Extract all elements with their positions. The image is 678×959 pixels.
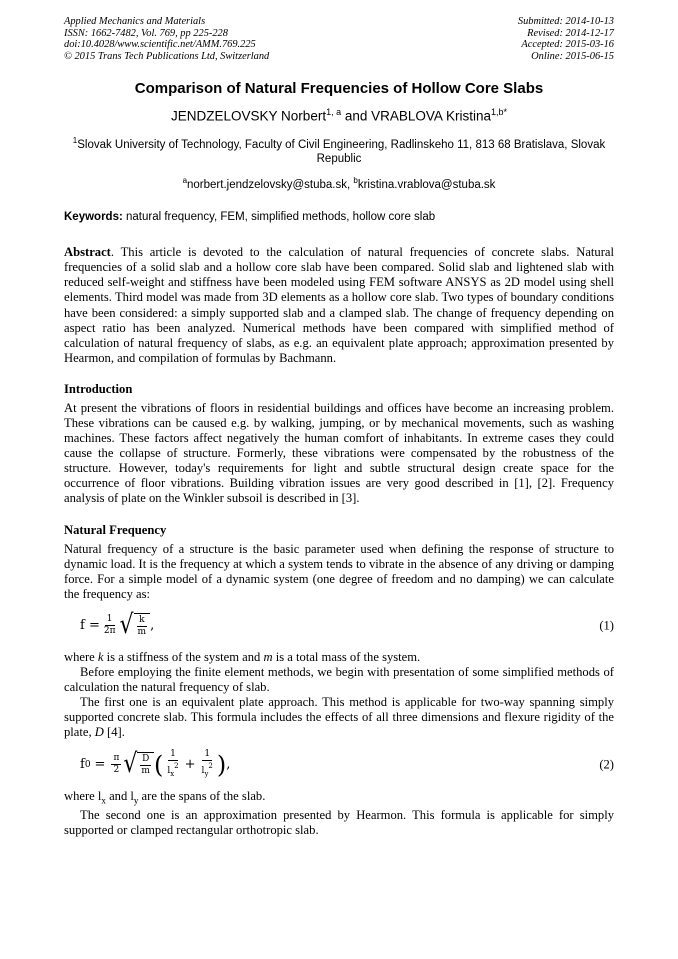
equation-1: [64, 606, 614, 646]
equation-1-number: (1): [599, 618, 614, 633]
abstract-label: Abstract: [64, 245, 111, 260]
section-heading-introduction: Introduction: [64, 381, 133, 396]
eq1-fraction: [102, 614, 118, 637]
eq2-radicand-numerator: D: [142, 754, 150, 764]
p5-pre: where l: [64, 788, 102, 803]
affiliation: [64, 133, 614, 168]
author-2-affil: 1,b*: [490, 107, 507, 117]
introduction-text: At present the vibrations of floors in residential buildings and offices have become an increasing problem. These vibrations can be caused e.g. by walking, jumping, or by mechanical movements, such as washing machines. These factors affect negatively the human comfort of inhabitants. In extreme cases they could cause the collapse of structure. Formerly, these vibrations were compensated by the robustness of the structure. However, today's requirements for light and subtle structural design create space for the occurrence of floor vibrations. Building vibration issues are very good described in [1], [2]. Frequency analysis of plate on the Winkler subsoil is described in [3].: [64, 400, 614, 506]
p5-sub-x: x: [101, 795, 106, 806]
abstract: [64, 245, 614, 366]
journal-name: Applied Mechanics and Materials: [64, 16, 206, 27]
author-list: [64, 104, 614, 125]
natural-frequency-paragraph-3: Before employing the finite element methods, we begin with presentation of some simplified methods of calculation the natural frequency of slab.: [64, 665, 614, 695]
eq1-radicand-numerator: k: [139, 615, 145, 626]
email-b[interactable]: kristina.vrablova@stuba.sk: [357, 179, 496, 192]
eq2-fraction: [111, 753, 121, 776]
date-submitted: Submitted: 2014-10-13: [517, 16, 614, 27]
eq1-fraction-denominator: 2π: [103, 626, 116, 637]
eq2-term-y-numerator: 1: [204, 749, 211, 759]
natural-frequency-paragraph-4: [64, 695, 614, 740]
radical-sign-icon: √: [123, 748, 138, 779]
eq2-term-x-subscript: x: [170, 770, 175, 778]
natural-frequency-paragraph-6: The second one is an approximation presented by Hearmon. This formula is applicable for simply supported or clamped rectangular orthotropic slab.: [64, 808, 614, 838]
natural-frequency-paragraph-2: [64, 650, 614, 665]
left-parenthesis-icon: (: [153, 750, 164, 779]
keywords: [64, 210, 614, 225]
eq2-square-root: [123, 748, 154, 779]
natural-frequency-paragraph-1: Natural frequency of a structure is the basic parameter used when defining the response of structure to dynamic load. It is the frequency at which a system tends to vibrate in the absence of any driving or damping force. For a simple model of a dynamic system (one degree of freedom and no damping) we can calculate the frequency as:: [64, 541, 614, 601]
eq2-term-x-denominator: [165, 761, 180, 780]
journal-copyright: © 2015 Trans Tech Publications Ltd, Switzerland: [64, 50, 270, 62]
keywords-text: natural frequency, FEM, simplified methods, hollow core slab: [126, 211, 436, 224]
eq1-tail: ,: [150, 618, 155, 634]
p2-var-m: m: [263, 649, 273, 664]
natural-frequency-paragraph-5: [64, 789, 614, 809]
author-conjunction: and: [344, 108, 368, 124]
p5-and: and l: [105, 788, 134, 803]
author-1: JENDZELOVSKY Norbert: [171, 108, 327, 124]
p2-var-k: k: [97, 649, 104, 664]
eq1-radicand-fraction: [136, 615, 149, 638]
eq2-term-y-l: l: [201, 766, 205, 776]
email-a-marker: a: [182, 176, 188, 186]
keywords-label: Keywords:: [64, 211, 123, 224]
eq2-term-y-denominator: [200, 761, 215, 780]
eq2-term-y-exponent: 2: [208, 762, 213, 770]
p4-pre: The first one is an equivalent plate approach. This method is applicable for two-way spanning simply supported concrete slab. This formula includes the effects of all three dimensions and flexure rigidity of the plate,: [64, 695, 614, 740]
p2-post: is a total mass of the system.: [272, 649, 421, 664]
eq2-term-x-l: l: [167, 766, 171, 776]
eq2-term-x-numerator: 1: [170, 749, 176, 759]
eq1-square-root: [119, 610, 151, 641]
date-accepted: Accepted: 2015-03-16: [521, 39, 614, 50]
eq2-fraction-denominator: 2: [113, 765, 120, 775]
equation-2-number: (2): [599, 757, 614, 771]
author-1-affil: 1, a: [326, 107, 342, 117]
eq2-fraction-numerator: π: [113, 753, 120, 763]
equation-2: [64, 745, 614, 785]
submission-dates: [518, 16, 614, 62]
eq2-lhs: f: [80, 757, 85, 772]
abstract-text: . This article is devoted to the calculation of natural frequencies of concrete slabs. Natural frequencies of a solid slab and a hollow core slab have been compared. Solid slab and lightened slab with reduced self-weight and stiffness have been modeled using FEM software ANSYS as 2D model using shell elements. Third model was made from 3D elements as a hollow core slab. Two types of boundary conditions have been considered: a simply supported slab and a clamped slab. The change of frequency depending on aspect ratio has been analyzed. Numerical methods have been compared with simplified method of calculation of natural frequency of slabs, as e.g. an equivalent plate approach; approximation presented by Hearmon, and compilation of formulas by Bachmann.: [64, 245, 614, 365]
eq2-term-x-exponent: 2: [174, 762, 179, 770]
eq2-term-y: [200, 749, 215, 780]
eq2-radicand-denominator: m: [141, 766, 150, 776]
journal-info: [64, 16, 269, 62]
paper-title: Comparison of Natural Frequencies of Hollow Core Slabs: [134, 80, 544, 97]
date-online: Online: 2015-06-15: [531, 50, 614, 62]
eq2-plus: +: [184, 757, 196, 772]
eq2-term-x: [165, 749, 180, 780]
email-b-marker: b: [353, 176, 358, 186]
right-parenthesis-icon: ): [216, 750, 227, 779]
p2-pre: where: [64, 649, 98, 664]
author-2: VRABLOVA Kristina: [371, 108, 491, 124]
date-revised: Revised: 2014-12-17: [527, 27, 614, 39]
eq1-radicand: [134, 613, 151, 638]
eq2-tail: ,: [226, 757, 231, 772]
equation-1-body: [64, 610, 155, 641]
eq2-lhs-subscript: 0: [84, 759, 91, 770]
eq2-equals: =: [94, 757, 106, 772]
equation-2-body: [64, 749, 230, 780]
eq2-term-y-subscript: y: [204, 770, 209, 778]
eq1-lhs: f =: [80, 618, 100, 634]
p2-mid: is a stiffness of the system and: [103, 649, 264, 664]
journal-doi: doi:10.4028/www.scientific.net/AMM.769.225: [64, 39, 256, 50]
journal-header: [64, 16, 614, 62]
p5-sub-y: y: [133, 795, 139, 806]
eq2-radicand: [137, 752, 154, 777]
author-emails: [64, 173, 614, 193]
radical-sign-icon: √: [119, 610, 134, 641]
email-a[interactable]: norbert.jendzelovsky@stuba.sk,: [187, 179, 351, 192]
p4-post: [4].: [103, 725, 125, 740]
eq2-radicand-fraction: [139, 754, 152, 777]
eq1-radicand-denominator: m: [137, 627, 147, 638]
affiliation-text: Slovak University of Technology, Faculty of Civil Engineering, Radlinskeho 11, 813 68 Bratislava, Slovak Republic: [77, 138, 606, 166]
section-heading-natural-frequency: Natural Frequency: [64, 522, 167, 537]
affiliation-marker: 1: [72, 135, 78, 145]
p4-var-D: D: [94, 725, 104, 740]
journal-issn: ISSN: 1662-7482, Vol. 769, pp 225-228: [64, 27, 228, 39]
eq1-fraction-numerator: 1: [106, 614, 113, 625]
p5-post: are the spans of the slab.: [138, 788, 266, 803]
